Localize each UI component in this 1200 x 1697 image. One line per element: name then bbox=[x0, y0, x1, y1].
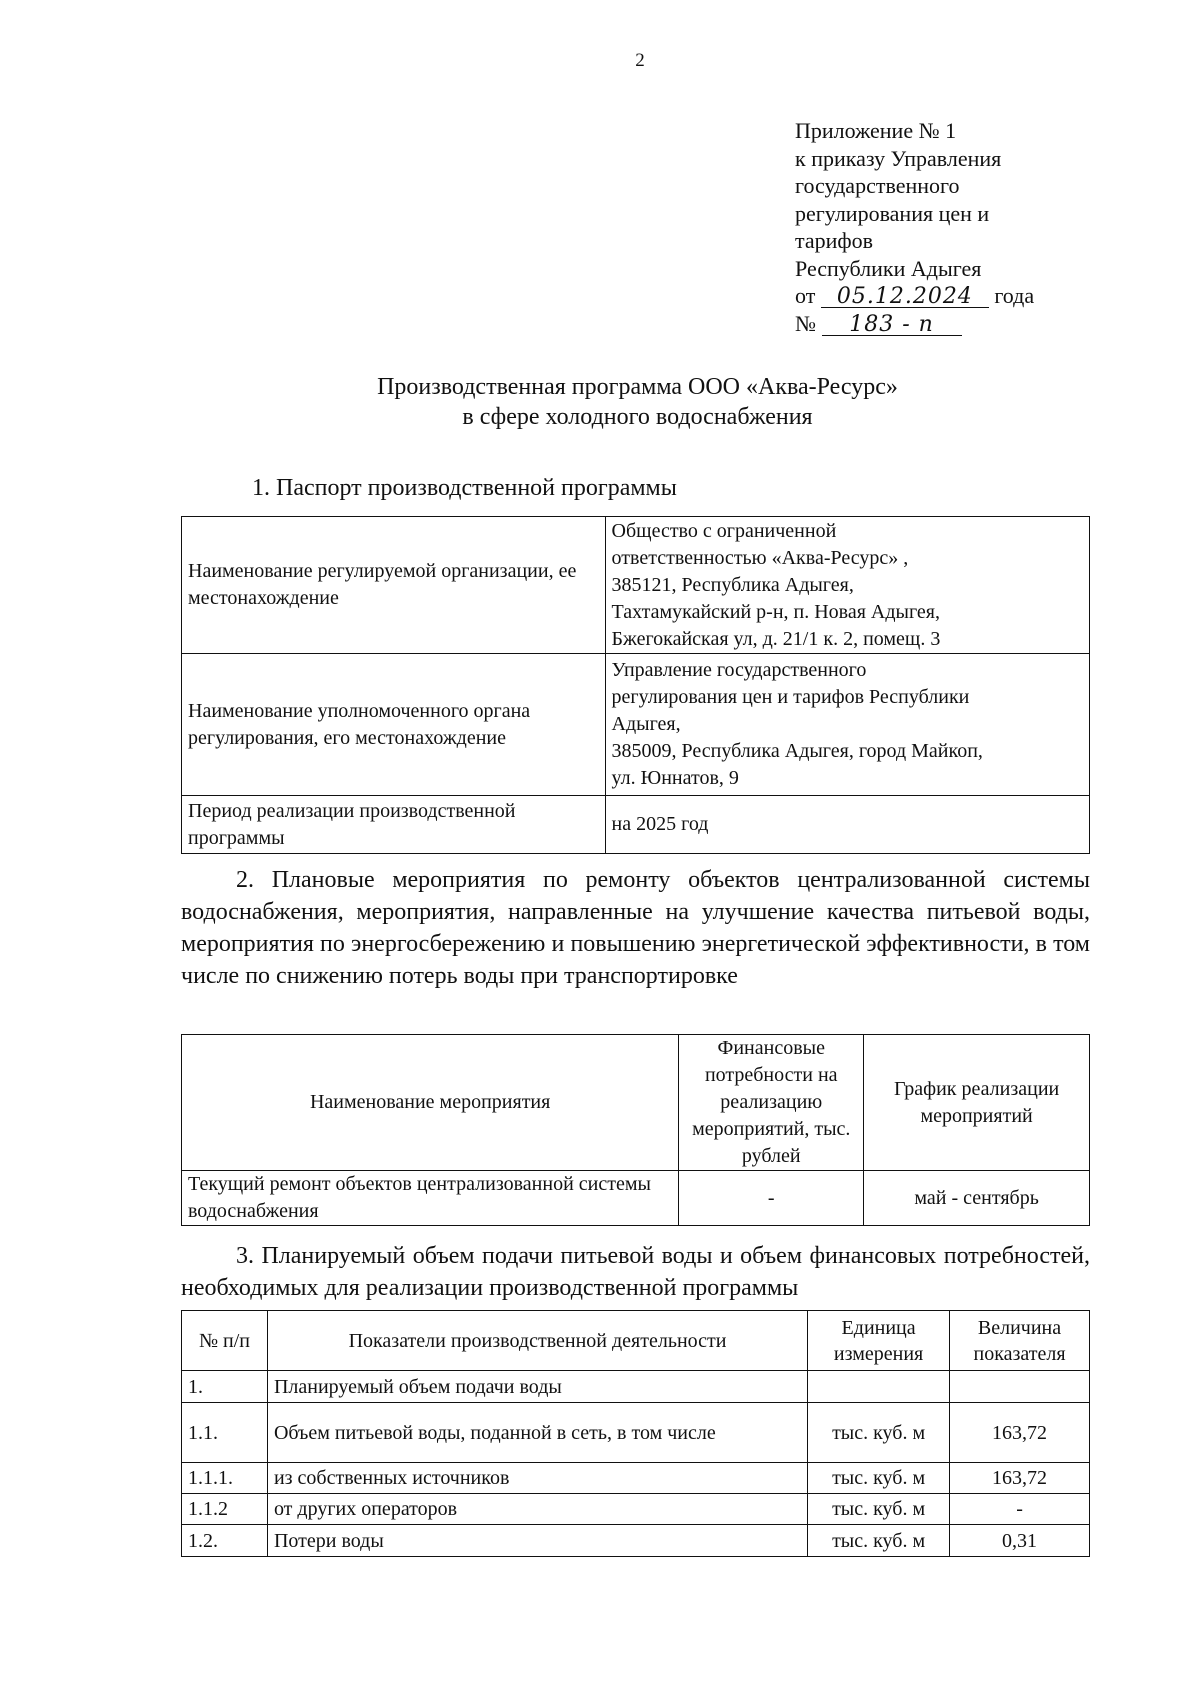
row-number: 1.1.1. bbox=[182, 1463, 268, 1494]
measures-table bbox=[181, 1034, 1090, 1226]
indicator-value bbox=[950, 1371, 1090, 1403]
indicator-unit: тыс. куб. м bbox=[808, 1494, 950, 1525]
indicator-unit bbox=[808, 1371, 950, 1403]
indicator-value: 0,31 bbox=[950, 1525, 1090, 1557]
table-row bbox=[182, 1463, 1090, 1494]
annex-line: тарифов bbox=[795, 228, 874, 253]
table-row bbox=[182, 1171, 1090, 1226]
indicator-value: - bbox=[950, 1494, 1090, 1525]
handwritten-date: 05.12.2024 bbox=[821, 287, 989, 308]
column-header: График реализации мероприятий bbox=[864, 1035, 1090, 1171]
indicator-value: 163,72 bbox=[950, 1403, 1090, 1463]
passport-value: на 2025 год bbox=[605, 796, 1089, 854]
table-header-row bbox=[182, 1035, 1090, 1171]
passport-label: Наименование уполномоченного органа регулирования, его местонахождение bbox=[182, 654, 606, 796]
annex-line: государственного bbox=[795, 173, 960, 198]
annex-line: Республики Адыгея bbox=[795, 255, 982, 281]
passport-value: Управление государственного регулирования цен и тарифов Республики Адыгея, 385009, Республика Адыгея, город Майкоп, ул. Юннатов, 9 bbox=[605, 654, 1089, 796]
column-header: Величина показателя bbox=[950, 1311, 1090, 1371]
column-header: № п/п bbox=[182, 1311, 268, 1371]
column-header: Показатели производственной деятельности bbox=[267, 1311, 807, 1371]
indicator-unit: тыс. куб. м bbox=[808, 1463, 950, 1494]
table-row bbox=[182, 517, 1090, 654]
table-row bbox=[182, 1403, 1090, 1463]
document-title bbox=[175, 372, 1100, 432]
row-number: 1.2. bbox=[182, 1525, 268, 1557]
indicator-unit: тыс. куб. м bbox=[808, 1525, 950, 1557]
indicator-name: из собственных источников bbox=[267, 1463, 807, 1494]
row-number: 1. bbox=[182, 1371, 268, 1403]
title-line-2: в сфере холодного водоснабжения bbox=[462, 404, 813, 430]
page-number: 2 bbox=[635, 50, 645, 71]
column-header: Наименование мероприятия bbox=[182, 1035, 679, 1171]
passport-label: Период реализации производственной программы bbox=[182, 796, 606, 854]
table-header-row bbox=[182, 1311, 1090, 1371]
passport-label: Наименование регулируемой организации, ее местонахождение bbox=[182, 517, 606, 654]
indicator-value: 163,72 bbox=[950, 1463, 1090, 1494]
indicator-unit: тыс. куб. м bbox=[808, 1403, 950, 1463]
indicator-name: Планируемый объем подачи воды bbox=[267, 1371, 807, 1403]
indicator-name: Объем питьевой воды, поданной в сеть, в том числе bbox=[267, 1403, 807, 1463]
passport-table bbox=[181, 516, 1090, 854]
row-number: 1.1.2 bbox=[182, 1494, 268, 1525]
handwritten-number: 183 - п bbox=[822, 315, 962, 336]
column-header: Единица измерения bbox=[808, 1311, 950, 1371]
table-row bbox=[182, 1371, 1090, 1403]
indicators-table bbox=[181, 1310, 1090, 1557]
section-1-heading: 1. Паспорт производственной программы bbox=[252, 475, 677, 501]
table-row bbox=[182, 796, 1090, 854]
annex-date-line bbox=[795, 282, 1034, 310]
date-suffix: года bbox=[994, 283, 1035, 308]
annex-block bbox=[795, 117, 1034, 337]
annex-number-line bbox=[795, 310, 1034, 338]
measure-schedule: май - сентябрь bbox=[864, 1171, 1090, 1226]
indicator-name: от других операторов bbox=[267, 1494, 807, 1525]
title-line-1: Производственная программа ООО «Аква-Ресурс» bbox=[377, 374, 898, 400]
date-prefix: от bbox=[795, 283, 816, 308]
number-prefix: № bbox=[795, 310, 816, 336]
passport-value: Общество с ограниченной ответственностью «Аква-Ресурс» , 385121, Республика Адыгея, Тахтамукайский р-н, п. Новая Адыгея, Бжегокайская ул, д. 21/1 к. 2, помещ. 3 bbox=[605, 517, 1089, 654]
annex-line: Приложение № 1 bbox=[795, 118, 957, 143]
column-header: Финансовые потребности на реализацию мероприятий, тыс. рублей bbox=[679, 1035, 864, 1171]
table-row bbox=[182, 1494, 1090, 1525]
measure-cost: - bbox=[679, 1171, 864, 1226]
table-row bbox=[182, 654, 1090, 796]
row-number: 1.1. bbox=[182, 1403, 268, 1463]
indicator-name: Потери воды bbox=[267, 1525, 807, 1557]
annex-line: к приказу Управления bbox=[795, 145, 1002, 171]
measure-name: Текущий ремонт объектов централизованной системы водоснабжения bbox=[182, 1171, 679, 1226]
annex-line: регулирования цен и bbox=[795, 200, 990, 226]
section-2-heading: 2. Плановые мероприятия по ремонту объектов централизованной системы водоснабжения, мероприятия, направленные на улучшение качества питьевой воды, мероприятия по энергосбережению и повышению энергетической эффективности, в том числе по снижению потерь воды при транспортировке bbox=[181, 867, 1090, 989]
table-row bbox=[182, 1525, 1090, 1557]
section-3-heading: 3. Планируемый объем подачи питьевой воды и объем финансовых потребностей, необходимых для реализации производственной программы bbox=[181, 1243, 1090, 1301]
